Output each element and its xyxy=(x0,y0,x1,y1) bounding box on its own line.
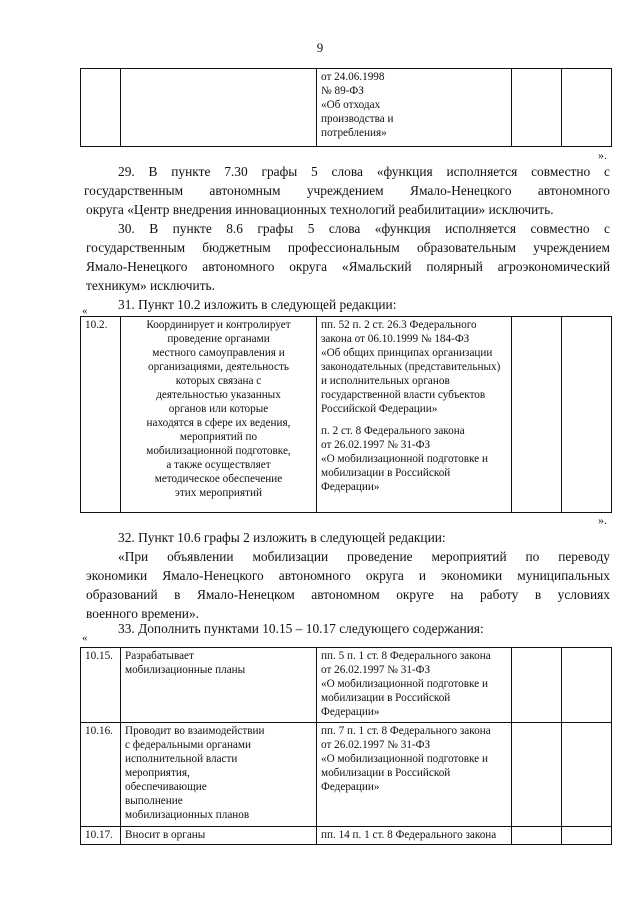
paragraph-29 xyxy=(86,162,610,219)
cell-line: мобилизационной подготовке, xyxy=(146,445,291,457)
cell-line: мобилизации в Российской xyxy=(321,692,451,704)
top-table xyxy=(80,68,612,147)
paragraph-line: образований в Ямало-Ненецком автономном округе на работу в условиях xyxy=(86,587,610,602)
cell-line: находятся в сфере их ведения, xyxy=(146,417,291,429)
table-cell xyxy=(562,648,612,723)
paragraph-line: 29. В пункте 7.30 графы 5 слова «функция исполняется совместно с xyxy=(118,164,610,179)
cell-line: мероприятий по xyxy=(179,431,258,443)
cell-line: и исполнительных органов xyxy=(321,375,450,387)
cell-line: Федерации» xyxy=(321,706,380,718)
cell-line: «О мобилизационной подготовке и xyxy=(321,678,488,690)
table-cell xyxy=(81,69,121,147)
paragraph-32 xyxy=(86,528,610,623)
table-cell xyxy=(512,69,562,147)
table-cell-law-reference xyxy=(317,648,512,723)
page-number: 9 xyxy=(316,40,324,55)
cell-line: проведение органами xyxy=(167,333,270,345)
cell-line: которых связана с xyxy=(175,375,262,387)
cell-line: мобилизационные планы xyxy=(125,664,246,676)
item-number: 10.15. xyxy=(81,648,121,723)
table-cell xyxy=(121,69,317,147)
cell-line: методическое обеспечение xyxy=(154,473,283,485)
table-item-10-2 xyxy=(80,316,612,513)
paragraph-line: государственным автономным учреждением Ямало-Ненецкого автономного xyxy=(84,183,610,198)
paragraph-line: 32. Пункт 10.6 графы 2 изложить в следующей редакции: xyxy=(118,530,446,545)
table-cell-function xyxy=(121,723,317,827)
table-cell xyxy=(512,723,562,827)
cell-line: № 89-ФЗ xyxy=(321,85,364,97)
paragraph-line: военного времени». xyxy=(86,606,200,621)
paragraph-30 xyxy=(86,219,610,295)
table-row xyxy=(81,827,612,845)
cell-line: «О мобилизационной подготовке и xyxy=(321,753,488,765)
paragraph-line: техникум» исключить. xyxy=(86,278,215,293)
paragraph-line: 31. Пункт 10.2 изложить в следующей редакции: xyxy=(118,297,397,312)
cell-line: обеспечивающие xyxy=(125,781,207,793)
paragraph-line: Ямало-Ненецкого автономного округа «Ямальский полярный агроэкономический xyxy=(86,259,610,274)
cell-line xyxy=(321,416,507,424)
item-number: 10.17. xyxy=(81,827,121,845)
table-cell-law-reference xyxy=(317,827,512,845)
cell-line: мобилизации в Российской xyxy=(321,767,451,779)
cell-line: пп. 7 п. 1 ст. 8 Федерального закона xyxy=(321,725,491,737)
table-cell xyxy=(512,317,562,513)
cell-line: производства и xyxy=(321,113,394,125)
cell-line: государственной власти субъектов xyxy=(321,389,486,401)
cell-line: законодательных (представительных) xyxy=(321,361,501,373)
cell-line: Российской Федерации» xyxy=(321,403,438,415)
cell-line: п. 2 ст. 8 Федерального закона xyxy=(321,425,465,437)
table-cell-law-reference xyxy=(317,723,512,827)
cell-line: Координирует и контролирует xyxy=(146,319,291,331)
cell-line: деятельностью указанных xyxy=(156,389,281,401)
closing-quote-mark: ». xyxy=(598,513,607,527)
cell-line: пп. 14 п. 1 ст. 8 Федерального закона xyxy=(321,829,497,841)
cell-line: от 26.02.1997 № 31-ФЗ xyxy=(321,739,431,751)
table-row xyxy=(81,317,612,513)
table-row xyxy=(81,723,612,827)
paragraph-31 xyxy=(86,295,610,314)
cell-line: «Об отходах xyxy=(321,99,381,111)
table-cell xyxy=(562,317,612,513)
paragraph-line: «При объявлении мобилизации проведение мероприятий по переводу xyxy=(118,549,610,564)
table-cell xyxy=(562,827,612,845)
cell-line: Федерации» xyxy=(321,781,380,793)
paragraph-line: государственным бюджетным профессиональным образовательным учреждением xyxy=(86,240,610,255)
cell-line: Вносит в органы xyxy=(125,829,206,841)
cell-line: потребления» xyxy=(321,127,387,139)
table-cell xyxy=(512,827,562,845)
item-number: 10.16. xyxy=(81,723,121,827)
paragraph-line: экономики Ямало-Ненецкого автономного округа и экономики муниципальных xyxy=(86,568,610,583)
table-cell xyxy=(562,723,612,827)
table-cell-law-reference xyxy=(317,69,512,147)
paragraph-line: округа «Центр внедрения инновационных технологий реабилитации» исключить. xyxy=(86,202,554,217)
table-cell xyxy=(512,648,562,723)
cell-line: пп. 52 п. 2 ст. 26.3 Федерального xyxy=(321,319,477,331)
table-cell-function xyxy=(121,317,317,513)
opening-quote-mark: « xyxy=(82,632,88,644)
cell-line: от 26.02.1997 № 31-ФЗ xyxy=(321,664,431,676)
cell-line: Разрабатывает xyxy=(125,650,194,662)
cell-line: этих мероприятий xyxy=(175,487,262,499)
cell-line: исполнительной власти xyxy=(125,753,238,765)
paragraph-33 xyxy=(86,619,610,638)
paragraph-line: 30. В пункте 8.6 графы 5 слова «функция исполняется совместно с xyxy=(118,221,610,236)
cell-line: организациями, деятельность xyxy=(147,361,290,373)
opening-quote-mark: « xyxy=(82,305,88,317)
table-items-10-15-to-10-17 xyxy=(80,647,612,845)
closing-quote-mark: ». xyxy=(598,148,607,162)
cell-line: закона от 06.10.1999 № 184-ФЗ xyxy=(321,333,470,345)
table-cell-law-reference xyxy=(317,317,512,513)
cell-line: а также осуществляет xyxy=(166,459,271,471)
cell-line: пп. 5 п. 1 ст. 8 Федерального закона xyxy=(321,650,491,662)
cell-line: от 26.02.1997 № 31-ФЗ xyxy=(321,439,431,451)
cell-line: мобилизационных планов xyxy=(125,809,250,821)
cell-line: от 24.06.1998 xyxy=(321,71,385,83)
cell-line: местного самоуправления и xyxy=(152,347,285,359)
table-cell-function xyxy=(121,827,317,845)
cell-line: Федерации» xyxy=(321,481,380,493)
cell-line: мероприятия, xyxy=(125,767,190,779)
cell-line: с федеральными органами xyxy=(125,739,251,751)
table-cell-function xyxy=(121,648,317,723)
cell-line: «Об общих принципах организации xyxy=(321,347,493,359)
item-number: 10.2. xyxy=(81,317,121,513)
cell-line: органов или которые xyxy=(168,403,269,415)
cell-line: «О мобилизационной подготовке и xyxy=(321,453,488,465)
cell-line: выполнение xyxy=(125,795,183,807)
paragraph-line: 33. Дополнить пунктами 10.15 – 10.17 следующего содержания: xyxy=(118,621,484,636)
cell-line: мобилизации в Российской xyxy=(321,467,451,479)
table-row xyxy=(81,648,612,723)
cell-line: Проводит во взаимодействии xyxy=(125,725,265,737)
table-cell xyxy=(562,69,612,147)
table-row xyxy=(81,69,612,147)
